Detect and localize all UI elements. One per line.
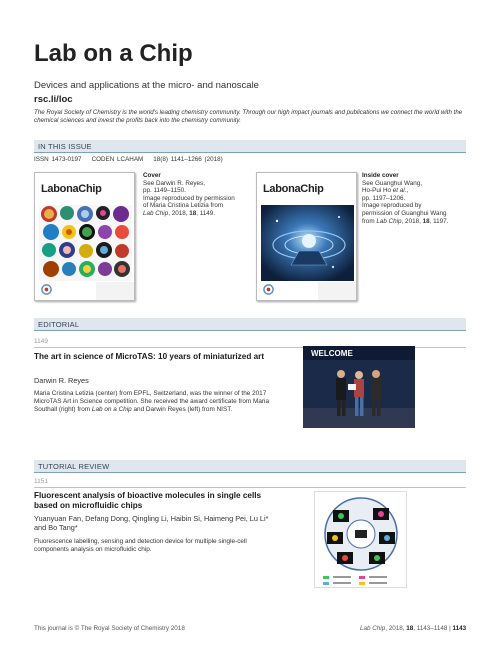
volume-range: 18(8) 1141–1266 (2018) — [153, 156, 223, 163]
caption-page: , 1149. — [196, 209, 216, 217]
caption-line: permission of Guanghui Wang — [362, 209, 447, 217]
caption-line: Image reproduced by permission — [143, 194, 235, 202]
footer-page-number: 1143 — [452, 625, 467, 632]
tutorial-authors: Yuanyuan Fan, Defang Dong, Qingling Li, Haibin Si, Haimeng Pei, Lu Li* and Bo Tang* — [34, 514, 269, 532]
footer-volume: 18 — [406, 625, 414, 632]
issn-line — [34, 156, 223, 163]
caption-line: pp. 1197–1206. — [362, 194, 406, 202]
abstract-journal: Lab on a Chip — [91, 406, 132, 413]
footer-copyright: This journal is © The Royal Society of Chemistry 2018 — [34, 625, 185, 632]
section-bar-tutorial-review — [34, 460, 466, 473]
footer-year: , 2018, — [385, 625, 407, 632]
cover-footer-strip — [96, 282, 134, 300]
section-bar-in-this-issue — [34, 140, 466, 153]
caption-line: See Darwin R. Reyes, — [143, 179, 205, 187]
editorial-authors: Darwin R. Reyes — [34, 376, 89, 385]
caption-author: Ho-Pui Ho — [362, 187, 393, 195]
footer-separator: | — [449, 625, 451, 632]
front-cover-thumbnail[interactable] — [34, 172, 135, 301]
caption-heading: Inside cover — [362, 172, 399, 179]
journal-title: Lab on a Chip — [34, 40, 193, 67]
caption-line — [362, 187, 470, 195]
abstract-text: Maria Cristina Letizia (center) from EPFL, Switzerland, was the winner of the 2017 MicroTAS Art in Science competition. She received the award certificate from Maria Southall (right) from — [34, 390, 270, 413]
section-heading: IN THIS ISSUE — [38, 142, 92, 151]
caption-from: from — [362, 217, 377, 225]
footer-journal: Lab Chip — [360, 625, 386, 632]
caption-line: pp. 1149–1150. — [143, 187, 186, 195]
tutorial-toc-graphic — [314, 491, 407, 588]
article-page-number: 1151 — [34, 478, 48, 485]
journal-blurb: The Royal Society of Chemistry is the world's leading chemistry community. Through our high impact journals and publications we connect the world with the chemical sciences and invest the profits back into the chemistry community. — [34, 109, 463, 124]
editorial-abstract — [34, 390, 274, 414]
rsc-logo-icon — [263, 284, 274, 295]
caption-page: , 1197. — [429, 217, 449, 225]
journal-abbrev: Lab Chip — [376, 217, 402, 225]
article-page-number: 1149 — [34, 338, 48, 345]
award-photo-art — [303, 346, 415, 428]
photo-banner-text: WELCOME — [311, 349, 353, 358]
caption-citation — [143, 210, 251, 218]
footer-pages: , 1143–1148 — [413, 625, 448, 632]
coden: CODEN LCAHAM — [91, 156, 144, 163]
editorial-title[interactable]: The art in science of MicroTAS: 10 years of miniaturized art — [34, 352, 265, 361]
caption-line: of Maria Cristina Letizia from — [143, 202, 224, 210]
cover-title: LabonaChip — [41, 183, 102, 195]
inside-cover-thumbnail[interactable] — [256, 172, 357, 301]
tutorial-abstract: Fluorescence labelling, sensing and detection device for multiple single-cell components analysis on microfluidic chip. — [34, 538, 247, 553]
caption-volume: 18 — [422, 217, 430, 225]
journal-subtitle: Devices and applications at the micro- and nanoscale — [34, 80, 259, 91]
section-heading: TUTORIAL REVIEW — [38, 462, 110, 471]
caption-line: Image reproduced by — [362, 202, 422, 210]
tutorial-title[interactable]: Fluorescent analysis of bioactive molecules in single cells based on microfluidic chips — [34, 491, 262, 510]
abstract-text: and Darwin Reyes (left) from NIST. — [131, 406, 233, 413]
inside-cover-caption — [362, 172, 470, 225]
microfluidic-graphic-art — [315, 492, 407, 588]
journal-abbrev: Lab Chip — [143, 209, 169, 217]
article-divider — [34, 487, 466, 488]
caption-citation — [362, 218, 470, 226]
cover-title: LabonaChip — [263, 183, 324, 195]
editorial-photo — [303, 346, 415, 428]
cover-footer-strip — [318, 282, 356, 300]
caption-heading: Cover — [143, 172, 161, 179]
caption-year: , 2018, — [168, 209, 190, 217]
caption-et-al: et al. — [392, 187, 407, 195]
rsc-logo-icon — [41, 284, 52, 295]
section-bar-editorial — [34, 318, 466, 331]
footer-citation — [360, 625, 466, 632]
issn: ISSN 1473-0197 — [34, 156, 82, 163]
front-cover-art — [39, 205, 132, 281]
journal-url[interactable]: rsc.li/loc — [34, 94, 73, 105]
section-heading: EDITORIAL — [38, 320, 80, 329]
caption-line: See Guanghui Wang, — [362, 179, 422, 187]
inside-cover-art — [261, 205, 354, 281]
caption-comma: , — [406, 187, 409, 195]
caption-year: , 2018, — [401, 217, 423, 225]
caption-volume: 18 — [189, 209, 197, 217]
front-cover-caption — [143, 172, 251, 218]
